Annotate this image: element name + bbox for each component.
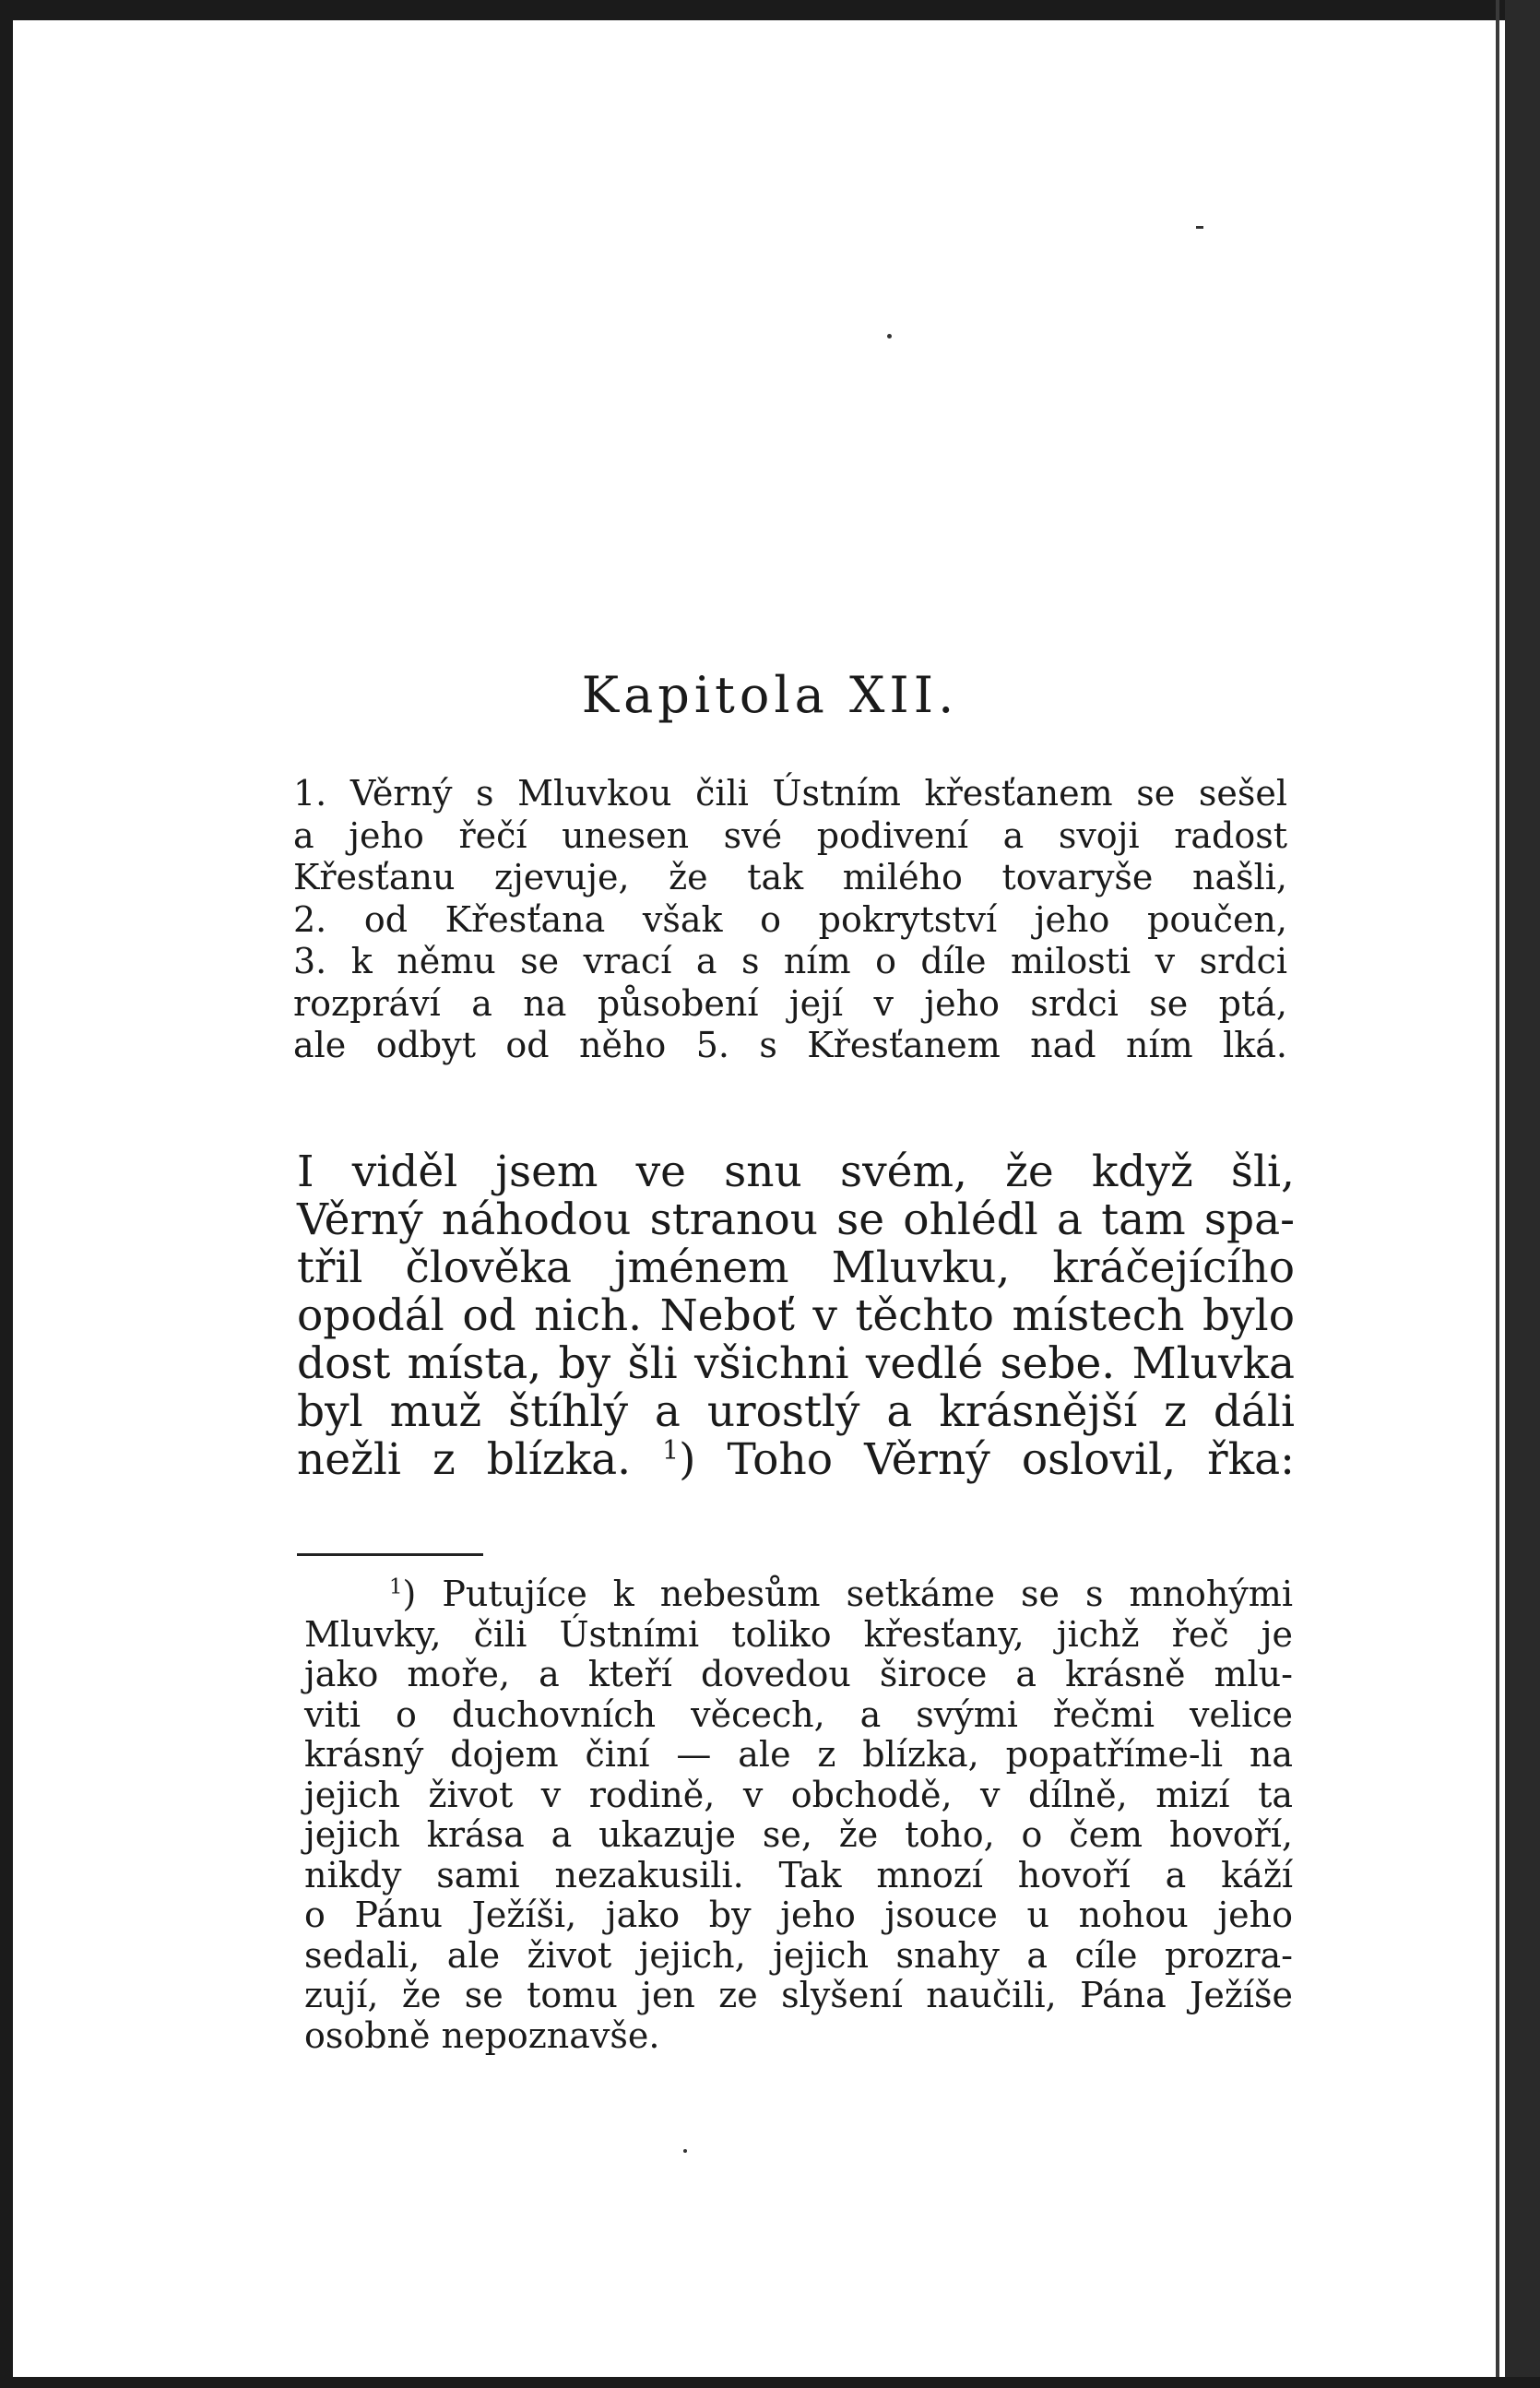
- scan-speck: [887, 334, 892, 339]
- text-line: opodál od nich. Neboť v těchto místech bylo: [297, 1290, 1295, 1341]
- footnote-line: Mluvky, čili Ústními toliko křesťany, jichž řeč je: [304, 1613, 1293, 1655]
- summary-line: rozpráví a na působení její v jeho srdci se ptá,: [293, 982, 1287, 1024]
- footnote-line: jako moře, a kteří dovedou široce a krásně mlu-: [304, 1654, 1293, 1694]
- text-line: byl muž štíhlý a urostlý a krásnější z dáli: [297, 1386, 1295, 1437]
- summary-line: a jeho řečí unesen své podivení a svoji radost: [293, 814, 1287, 856]
- footnote-line: viti o duchovních věcech, a svými řečmi velice: [304, 1693, 1293, 1735]
- footnote-line: [304, 1574, 1293, 1615]
- summary-line: 2. od Křesťana však o pokrytství jeho poučen,: [293, 898, 1287, 940]
- text-line: třil člověka jménem Mluvku, kráčejícího: [297, 1242, 1295, 1293]
- summary-line: Křesťanu zjevuje, že tak milého tovaryše našli,: [293, 857, 1287, 897]
- footnote-marker: 1: [389, 1574, 403, 1599]
- text-fragment: ) Toho Věrný oslovil, řka:: [679, 1434, 1295, 1485]
- text-line-last: [297, 1436, 1295, 1484]
- text-line: dost místa, by šli všichni vedlé sebe. Mluvka: [297, 1338, 1295, 1389]
- scan-speck: [1196, 226, 1203, 229]
- scan-speck: [683, 2149, 687, 2153]
- footnote: [304, 1574, 1293, 2056]
- scan-border-bottom: [0, 2377, 1540, 2388]
- summary-line: 1. Věrný s Mluvkou čili Ústním křesťanem se sešel: [293, 773, 1287, 814]
- chapter-summary: [293, 773, 1287, 1067]
- text-fragment: nežli z blízka.: [297, 1434, 632, 1485]
- footnote-line: sedali, ale život jejich, jejich snahy a cíle prozra-: [304, 1934, 1293, 1976]
- scan-border-left: [0, 0, 13, 2388]
- footnote-line: krásný dojem činí — ale z blízka, popatříme-li na: [304, 1734, 1293, 1775]
- footnote-reference: 1: [662, 1434, 680, 1466]
- summary-line: ale odbyt od něho 5. s Křesťanem nad ním lká.: [293, 1025, 1287, 1065]
- main-paragraph: [297, 1148, 1295, 1484]
- scan-border-right-inner: [1496, 0, 1499, 2388]
- footnote-line: o Pánu Ježíši, jako by jeho jsouce u nohou jeho: [304, 1895, 1293, 1935]
- text-line: I viděl jsem ve snu svém, že když šli,: [297, 1146, 1295, 1197]
- scan-border-top: [0, 0, 1540, 20]
- summary-line: 3. k němu se vrací a s ním o díle milosti v srdci: [293, 941, 1287, 981]
- scan-border-right: [1505, 0, 1540, 2388]
- text-line: Věrný náhodou stranou se ohlédl a tam spa-: [297, 1194, 1295, 1245]
- chapter-title: Kapitola XII.: [581, 666, 959, 724]
- footnote-line: nikdy sami nezakusili. Tak mnozí hovoří a káží: [304, 1854, 1293, 1895]
- footnote-line: jejich život v rodině, v obchodě, v dílně, mizí ta: [304, 1774, 1293, 1815]
- footnote-text: ) Putujíce k nebesům setkáme se s mnohými: [402, 1574, 1293, 1614]
- footnote-divider: [297, 1553, 483, 1556]
- footnote-line: jejich krása a ukazuje se, že toho, o čem hovoří,: [304, 1814, 1293, 1855]
- footnote-line-last: osobně nepoznavše.: [304, 2014, 660, 2056]
- footnote-line: zují, že se tomu jen ze slyšení naučili, Pána Ježíše: [304, 1975, 1293, 2015]
